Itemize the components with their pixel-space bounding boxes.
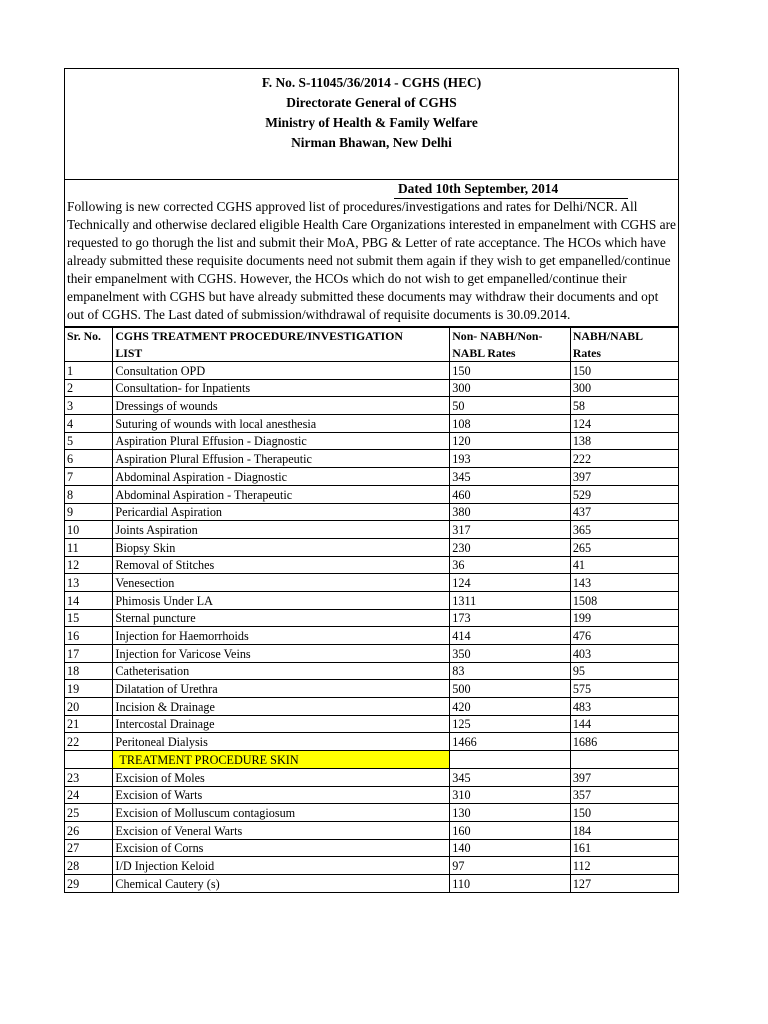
table-row (65, 362, 679, 380)
header-procedure: CGHS TREATMENT PROCEDURE/INVESTIGATION (113, 328, 450, 345)
row-procedure: Abdominal Aspiration - Therapeutic (113, 485, 450, 503)
table-row (65, 432, 679, 450)
row-nabh-rate: 184 (570, 821, 678, 839)
table-row (65, 538, 679, 556)
file-number: F. No. S-11045/36/2014 - CGHS (HEC) (261, 75, 482, 90)
section-rate-b (570, 751, 678, 769)
row-nabh-rate: 300 (570, 379, 678, 397)
row-procedure: I/D Injection Keloid (113, 857, 450, 875)
row-nabh-rate: 124 (570, 415, 678, 433)
row-nabh-rate: 575 (570, 680, 678, 698)
document-header (64, 68, 679, 180)
row-sr-no: 6 (65, 450, 113, 468)
row-non-nabh-rate: 50 (450, 397, 571, 415)
row-non-nabh-rate: 350 (450, 645, 571, 663)
table-row (65, 804, 679, 822)
table-row (65, 680, 679, 698)
header-nabh: NABH/NABL (570, 328, 678, 345)
row-sr-no: 12 (65, 556, 113, 574)
header-procedure-cont: LIST (113, 344, 450, 362)
row-nabh-rate: 265 (570, 538, 678, 556)
row-nabh-rate: 437 (570, 503, 678, 521)
row-sr-no: 5 (65, 432, 113, 450)
row-nabh-rate: 112 (570, 857, 678, 875)
table-row (65, 857, 679, 875)
row-nabh-rate: 222 (570, 450, 678, 468)
table-row (65, 521, 679, 539)
row-procedure: Aspiration Plural Effusion - Diagnostic (113, 432, 450, 450)
table-row (65, 768, 679, 786)
row-procedure: Excision of Veneral Warts (113, 821, 450, 839)
row-non-nabh-rate: 160 (450, 821, 571, 839)
section-label: TREATMENT PROCEDURE SKIN (113, 751, 450, 769)
table-row (65, 591, 679, 609)
row-procedure: Dressings of wounds (113, 397, 450, 415)
row-nabh-rate: 144 (570, 715, 678, 733)
table-row (65, 839, 679, 857)
dated-text: Dated 10th September, 2014 (394, 180, 628, 199)
row-sr-no: 7 (65, 468, 113, 486)
row-procedure: Consultation OPD (113, 362, 450, 380)
row-procedure: Dilatation of Urethra (113, 680, 450, 698)
table-row (65, 645, 679, 663)
table-row (65, 733, 679, 751)
row-procedure: Removal of Stitches (113, 556, 450, 574)
row-nabh-rate: 403 (570, 645, 678, 663)
row-nabh-rate: 150 (570, 804, 678, 822)
row-sr-no: 17 (65, 645, 113, 663)
row-nabh-rate: 127 (570, 874, 678, 892)
office-address: Nirman Bhawan, New Delhi (291, 135, 452, 150)
section-sr (65, 751, 113, 769)
row-non-nabh-rate: 97 (450, 857, 571, 875)
row-nabh-rate: 529 (570, 485, 678, 503)
table-row (65, 698, 679, 716)
section-rate-a (450, 751, 571, 769)
row-procedure: Consultation- for Inpatients (113, 379, 450, 397)
row-non-nabh-rate: 36 (450, 556, 571, 574)
header-non-nabh-cont: NABL Rates (450, 344, 571, 362)
table-row (65, 662, 679, 680)
row-sr-no: 9 (65, 503, 113, 521)
row-sr-no: 4 (65, 415, 113, 433)
row-procedure: Suturing of wounds with local anesthesia (113, 415, 450, 433)
row-nabh-rate: 1508 (570, 591, 678, 609)
row-non-nabh-rate: 345 (450, 468, 571, 486)
table-header-row (65, 328, 679, 345)
row-non-nabh-rate: 173 (450, 609, 571, 627)
row-non-nabh-rate: 380 (450, 503, 571, 521)
table-row (65, 556, 679, 574)
row-procedure: Sternal puncture (113, 609, 450, 627)
row-nabh-rate: 95 (570, 662, 678, 680)
table-row (65, 468, 679, 486)
table-row (65, 503, 679, 521)
row-procedure: Injection for Varicose Veins (113, 645, 450, 663)
header-nabh-cont: Rates (570, 344, 678, 362)
row-procedure: Intercostal Drainage (113, 715, 450, 733)
row-sr-no: 26 (65, 821, 113, 839)
row-procedure: Aspiration Plural Effusion - Therapeutic (113, 450, 450, 468)
row-procedure: Excision of Moles (113, 768, 450, 786)
row-procedure: Excision of Warts (113, 786, 450, 804)
row-sr-no: 8 (65, 485, 113, 503)
row-non-nabh-rate: 500 (450, 680, 571, 698)
row-non-nabh-rate: 120 (450, 432, 571, 450)
row-procedure: Joints Aspiration (113, 521, 450, 539)
row-procedure: Excision of Corns (113, 839, 450, 857)
row-sr-no: 2 (65, 379, 113, 397)
row-non-nabh-rate: 110 (450, 874, 571, 892)
row-non-nabh-rate: 420 (450, 698, 571, 716)
row-nabh-rate: 1686 (570, 733, 678, 751)
row-sr-no: 13 (65, 574, 113, 592)
row-non-nabh-rate: 300 (450, 379, 571, 397)
row-non-nabh-rate: 140 (450, 839, 571, 857)
table-row (65, 786, 679, 804)
table-header-row-2 (65, 344, 679, 362)
row-nabh-rate: 143 (570, 574, 678, 592)
intro-section (64, 180, 679, 327)
row-nabh-rate: 357 (570, 786, 678, 804)
row-procedure: Pericardial Aspiration (113, 503, 450, 521)
row-sr-no: 22 (65, 733, 113, 751)
date-line (65, 180, 678, 198)
row-non-nabh-rate: 317 (450, 521, 571, 539)
row-sr-no: 14 (65, 591, 113, 609)
row-non-nabh-rate: 125 (450, 715, 571, 733)
row-procedure: Injection for Haemorrhoids (113, 627, 450, 645)
table-row (65, 450, 679, 468)
header-sr-no: Sr. No. (65, 328, 113, 345)
row-procedure: Abdominal Aspiration - Diagnostic (113, 468, 450, 486)
row-sr-no: 1 (65, 362, 113, 380)
row-sr-no: 27 (65, 839, 113, 857)
row-sr-no: 15 (65, 609, 113, 627)
table-row (65, 821, 679, 839)
row-sr-no: 3 (65, 397, 113, 415)
row-sr-no: 11 (65, 538, 113, 556)
row-non-nabh-rate: 130 (450, 804, 571, 822)
row-non-nabh-rate: 414 (450, 627, 571, 645)
header-sr-no-cont (65, 344, 113, 362)
row-procedure: Peritoneal Dialysis (113, 733, 450, 751)
row-non-nabh-rate: 230 (450, 538, 571, 556)
row-nabh-rate: 150 (570, 362, 678, 380)
row-sr-no: 25 (65, 804, 113, 822)
table-row (65, 609, 679, 627)
row-nabh-rate: 138 (570, 432, 678, 450)
row-procedure: Excision of Molluscum contagiosum (113, 804, 450, 822)
table-row (65, 379, 679, 397)
row-non-nabh-rate: 193 (450, 450, 571, 468)
table-row (65, 485, 679, 503)
section-row (65, 751, 679, 769)
intro-paragraph: Following is new corrected CGHS approved list of procedures/investigations and rates for Delhi/NCR. All Technically and otherwise declared eligible Health Care Organizations interested in empanelment with CGHS are requested to go thorugh the list and submit their MoA, PBG & Letter of rate acceptance. The HCOs which have already submitted these requisite documents need not submit them again if they wish to get empanelled/continue their empanelment with CGHS. However, the HCOs which do not wish to get empanelled/continue their empanelment with CGHS but have already submitted these documents may withdraw their documents and opt out of CGHS. The Last dated of submission/withdrawal of requisite documents is 30.09.2014. (67, 199, 676, 322)
row-nabh-rate: 397 (570, 768, 678, 786)
row-non-nabh-rate: 310 (450, 786, 571, 804)
row-sr-no: 20 (65, 698, 113, 716)
table-row (65, 397, 679, 415)
row-sr-no: 10 (65, 521, 113, 539)
row-nabh-rate: 199 (570, 609, 678, 627)
row-procedure: Venesection (113, 574, 450, 592)
table-row (65, 715, 679, 733)
row-sr-no: 28 (65, 857, 113, 875)
row-nabh-rate: 483 (570, 698, 678, 716)
row-sr-no: 18 (65, 662, 113, 680)
header-non-nabh: Non- NABH/Non- (450, 328, 571, 345)
rates-table (64, 327, 679, 893)
ministry-name: Ministry of Health & Family Welfare (265, 115, 478, 130)
row-non-nabh-rate: 1311 (450, 591, 571, 609)
row-nabh-rate: 476 (570, 627, 678, 645)
row-sr-no: 21 (65, 715, 113, 733)
table-row (65, 574, 679, 592)
row-nabh-rate: 161 (570, 839, 678, 857)
row-nabh-rate: 397 (570, 468, 678, 486)
row-sr-no: 16 (65, 627, 113, 645)
row-procedure: Biopsy Skin (113, 538, 450, 556)
row-non-nabh-rate: 1466 (450, 733, 571, 751)
row-non-nabh-rate: 150 (450, 362, 571, 380)
table-row (65, 874, 679, 892)
row-nabh-rate: 41 (570, 556, 678, 574)
row-non-nabh-rate: 83 (450, 662, 571, 680)
row-sr-no: 24 (65, 786, 113, 804)
document-page (64, 68, 679, 893)
table-row (65, 415, 679, 433)
row-nabh-rate: 365 (570, 521, 678, 539)
row-procedure: Phimosis Under LA (113, 591, 450, 609)
row-sr-no: 19 (65, 680, 113, 698)
row-nabh-rate: 58 (570, 397, 678, 415)
row-non-nabh-rate: 108 (450, 415, 571, 433)
directorate-name: Directorate General of CGHS (286, 95, 457, 110)
row-procedure: Chemical Cautery (s) (113, 874, 450, 892)
row-sr-no: 23 (65, 768, 113, 786)
row-non-nabh-rate: 460 (450, 485, 571, 503)
row-procedure: Catheterisation (113, 662, 450, 680)
table-row (65, 627, 679, 645)
row-procedure: Incision & Drainage (113, 698, 450, 716)
row-non-nabh-rate: 124 (450, 574, 571, 592)
row-non-nabh-rate: 345 (450, 768, 571, 786)
row-sr-no: 29 (65, 874, 113, 892)
